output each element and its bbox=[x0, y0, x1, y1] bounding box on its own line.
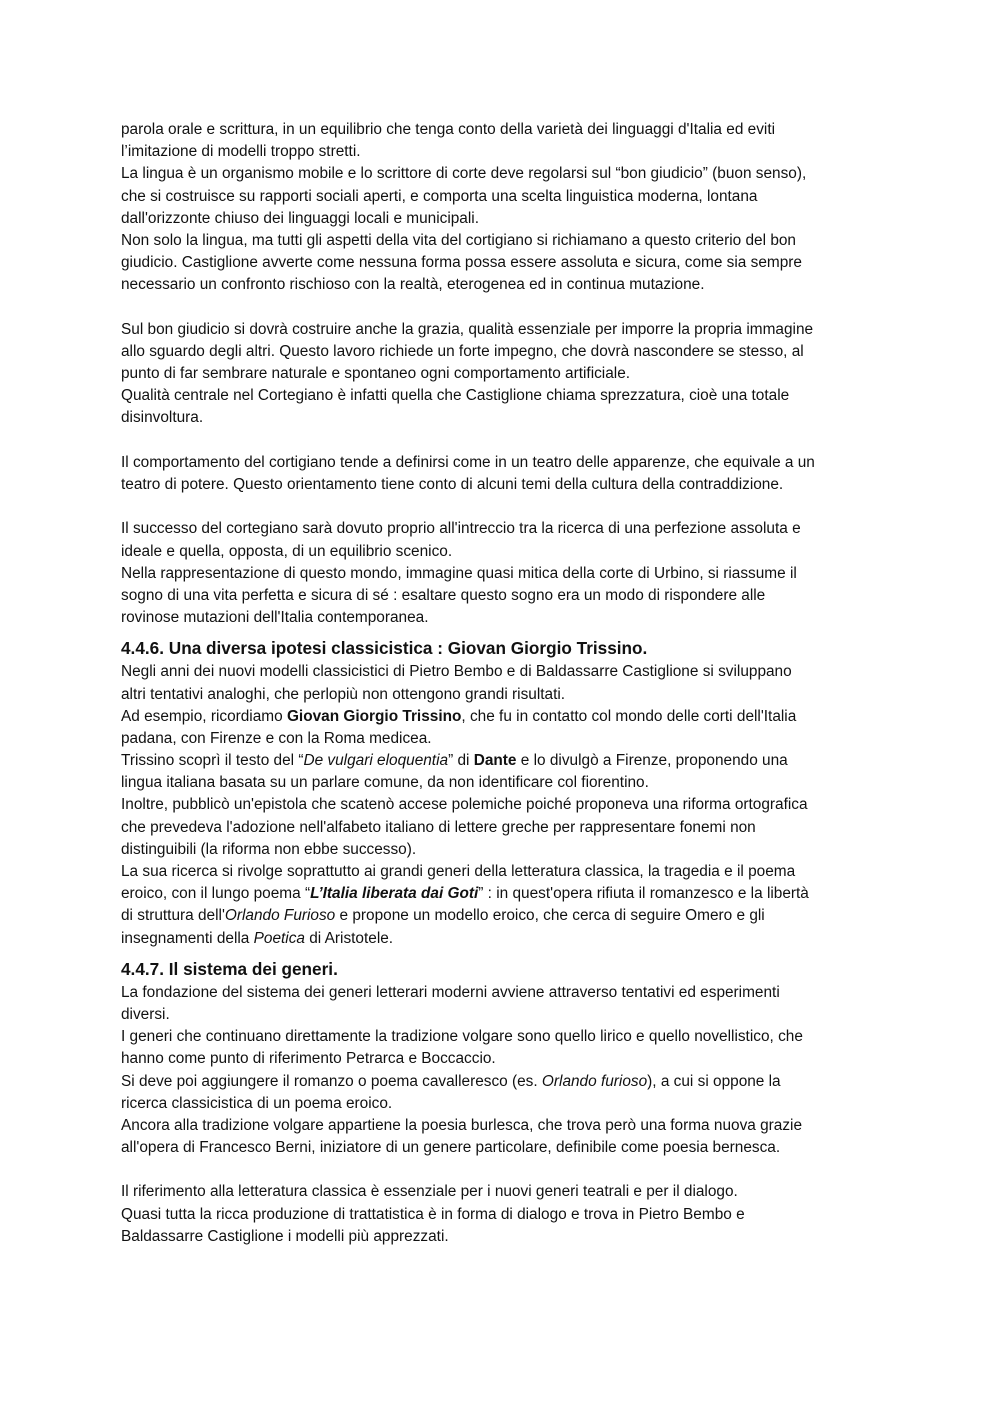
text-line: Sul bon giudicio si dovrà costruire anche la grazia, qualità essenziale per imporre la propria immagine bbox=[121, 320, 814, 338]
text-line: lingua italiana basata su un parlare comune, da non identificare col fiorentino. bbox=[121, 774, 649, 792]
text-line: Qualità centrale nel Cortegiano è infatti quella che Castiglione chiama sprezzatura, cioè una totale bbox=[121, 387, 790, 405]
text-span: di struttura dell' bbox=[121, 907, 225, 925]
text-line: Nella rappresentazione di questo mondo, immagine quasi mitica della corte di Urbino, si riassume il bbox=[121, 564, 797, 582]
text-line bbox=[121, 1071, 881, 1093]
text-span: eroico, con il lungo poema “ bbox=[121, 885, 311, 903]
work-title-italic: Orlando Furioso bbox=[224, 907, 336, 925]
text-line: Il riferimento alla letteratura classica è essenziale per i nuovi generi teatrali e per il dialogo. bbox=[121, 1183, 738, 1201]
text-line: La sua ricerca si rivolge soprattutto ai grandi generi della letteratura classica, la tragedia e il poema bbox=[121, 863, 796, 880]
work-title-bold-italic bbox=[310, 885, 478, 902]
author-name-bold: Dante bbox=[473, 752, 517, 770]
section-trissino-body bbox=[121, 661, 881, 949]
text-line: Ancora alla tradizione volgare appartiene la poesia burlesca, che trova però una forma nuova grazie bbox=[121, 1116, 803, 1134]
text-line: dall'orizzonte chiuso dei linguaggi locali e municipali. bbox=[121, 209, 479, 227]
work-title-italic: L’Italia liberata dai Goti bbox=[310, 885, 479, 903]
text-line: ideale e quella, opposta, di un equilibrio scenico. bbox=[121, 542, 453, 560]
text-line: disinvoltura. bbox=[121, 409, 204, 427]
work-title-italic: Orlando furioso bbox=[541, 1072, 648, 1090]
text-span: insegnamenti della bbox=[121, 929, 254, 947]
text-span: Si deve poi aggiungere il romanzo o poema cavalleresco (es. bbox=[121, 1072, 542, 1090]
text-line: La fondazione del sistema dei generi letterari moderni avviene attraverso tentativi ed esperimenti bbox=[121, 983, 780, 1001]
paragraph-dialogo bbox=[121, 1181, 881, 1248]
author-name-bold: Giovan Giorgio Trissino bbox=[286, 707, 462, 725]
text-line: rovinose mutazioni dell'Italia contemporanea. bbox=[121, 609, 429, 627]
text-line bbox=[121, 905, 881, 927]
text-line: Il comportamento del cortigiano tende a definirsi come in un teatro delle apparenze, che equivale a un bbox=[121, 453, 815, 471]
text-span: ), a cui si oppone la bbox=[647, 1072, 781, 1090]
text-line: padana, con Firenze e con la Roma medicea. bbox=[121, 729, 432, 747]
text-line: Il successo del cortegiano sarà dovuto proprio all'intreccio tra la ricerca di una perfezione assoluta e bbox=[121, 520, 801, 538]
text-line: necessario un confronto rischioso con la realtà, eterogenea ed in continua mutazione. bbox=[121, 276, 705, 294]
section-generi-body bbox=[121, 982, 881, 1160]
text-line: che si costruisce su rapporti sociali aperti, e comporta una scelta linguistica moderna, lontana bbox=[121, 187, 758, 205]
text-line: diversi. bbox=[121, 1005, 170, 1023]
section-heading-generi: 4.4.7. Il sistema dei generi. bbox=[121, 958, 338, 979]
text-line: teatro di potere. Questo orientamento tiene conto di alcuni temi della cultura della contraddizione. bbox=[121, 476, 784, 493]
paragraph-spacer bbox=[121, 496, 881, 518]
text-line: giudicio. Castiglione avverte come nessuna forma possa essere assoluta e sicura, come sia sempre bbox=[121, 254, 802, 272]
text-span: Ad esempio, ricordiamo bbox=[121, 707, 287, 725]
paragraph-spacer bbox=[121, 430, 881, 452]
paragraph-spacer bbox=[121, 297, 881, 319]
text-line: parola orale e scrittura, in un equilibrio che tenga conto della varietà dei linguaggi d'Italia ed eviti bbox=[121, 121, 776, 138]
text-line: Quasi tutta la ricca produzione di trattatistica è in forma di dialogo e trova in Pietro Bembo e bbox=[121, 1205, 745, 1223]
text-line: distinguibili (la riforma non ebbe successo). bbox=[121, 840, 417, 858]
section-heading-trissino: 4.4.6. Una diversa ipotesi classicistica : Giovan Giorgio Trissino. bbox=[121, 638, 648, 659]
text-span: e lo divulgò a Firenze, proponendo una bbox=[516, 752, 788, 770]
text-line bbox=[121, 928, 881, 950]
document-page bbox=[121, 119, 881, 1248]
work-title-italic: De vulgari eloquentia bbox=[303, 752, 449, 770]
text-line: all'opera di Francesco Berni, iniziatore di un genere particolare, definibile come poesia bernesca. bbox=[121, 1139, 781, 1157]
text-line bbox=[121, 883, 881, 905]
text-line: altri tentativi analoghi, che perlopiù non ottengono grandi risultati. bbox=[121, 685, 566, 703]
paragraph-teatro bbox=[121, 452, 881, 496]
paragraph-spacer bbox=[121, 1159, 881, 1181]
text-span: ” di bbox=[448, 752, 474, 770]
text-line: ricerca classicistica di un poema eroico. bbox=[121, 1094, 393, 1112]
text-line: che prevedeva l'adozione nell'alfabeto italiano di lettere greche per rappresentare fonemi non bbox=[121, 818, 756, 836]
text-span: , che fu in contatto col mondo delle corti dell'Italia bbox=[461, 707, 797, 725]
paragraph-grazia bbox=[121, 319, 881, 430]
text-line: Non solo la lingua, ma tutti gli aspetti della vita del cortigiano si richiamano a questo criterio del bon bbox=[121, 231, 796, 249]
text-line bbox=[121, 706, 881, 728]
text-line: sogno di una vita perfetta e sicura di sé : esaltare questo sogno era un modo di rispondere alle bbox=[121, 586, 766, 604]
work-title-italic: Poetica bbox=[253, 929, 305, 947]
text-line: l’imitazione di modelli troppo stretti. bbox=[121, 143, 361, 161]
paragraph-successo bbox=[121, 518, 881, 629]
text-span: Trissino scoprì il testo del “ bbox=[121, 752, 304, 770]
text-line: punto di far sembrare naturale e spontaneo ogni comportamento artificiale. bbox=[121, 365, 631, 383]
text-line bbox=[121, 750, 881, 772]
text-line: Negli anni dei nuovi modelli classicistici di Pietro Bembo e di Baldassarre Castiglione si sviluppano bbox=[121, 663, 792, 681]
text-span: e propone un modello eroico, che cerca di seguire Omero e gli bbox=[335, 907, 765, 925]
paragraph-intro bbox=[121, 119, 881, 297]
text-span: ” : in quest'opera rifiuta il romanzesco e la libertà bbox=[478, 885, 809, 903]
text-line: La lingua è un organismo mobile e lo scrittore di corte deve regolarsi sul “bon giudicio” (buon senso), bbox=[121, 165, 807, 183]
text-span: di Aristotele. bbox=[304, 929, 394, 947]
text-line: allo sguardo degli altri. Questo lavoro richiede un forte impegno, che dovrà nascondere se stesso, al bbox=[121, 342, 804, 360]
text-line: Baldassarre Castiglione i modelli più apprezzati. bbox=[121, 1227, 449, 1245]
text-line: hanno come punto di riferimento Petrarca e Boccaccio. bbox=[121, 1050, 496, 1068]
text-line: Inoltre, pubblicò un'epistola che scatenò accese polemiche poiché proponeva una riforma ortografica bbox=[121, 796, 808, 814]
text-line: I generi che continuano direttamente la tradizione volgare sono quello lirico e quello novellistico, che bbox=[121, 1028, 803, 1046]
